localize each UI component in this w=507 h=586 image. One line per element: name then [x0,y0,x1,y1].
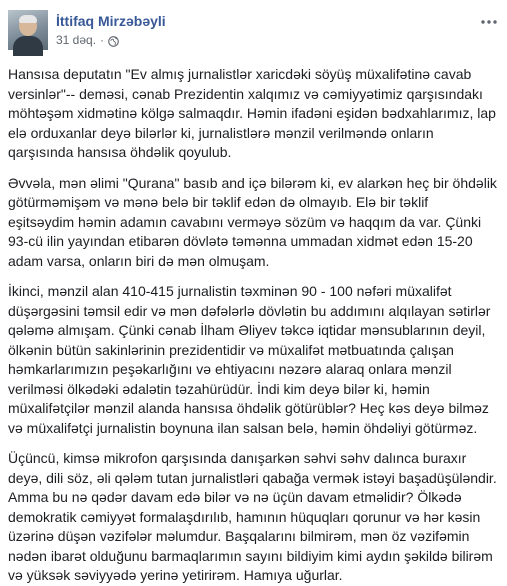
post-paragraph-1: Hansısa deputatın "Ev almış jurnalistlər xaricdəki söyüş müxalifətinə cavab versinlər"-- deməsi, cənab Prezidentin xalqımız və cəmiyyətimiz qarşısındakı möhtəşəm xidmətinə kölgə salmaqdır. Həmin ifadəni eşidən bədxahlarımız, lap elə orduxanlar deyə bilərlər ki, jurnalistlərə mənzil verilməndə onların qarşısında hansısa öhdəlik qoyulub. [8,66,496,160]
avatar[interactable] [8,10,48,50]
separator-dot: · [100,33,105,47]
post-meta [56,10,479,48]
globe-icon[interactable] [108,35,119,46]
author-name[interactable]: İttifaq Mirzəbəyli [56,13,166,29]
post-paragraph-3: İkinci, mənzil alan 410-415 jurnalistin təxminən 90 - 100 nəfəri müxalifət düşərgəsini təmsil edir və mən dəfələrlə dövlətin bu addımını alqılayan sətirlər qələmə almışam. Çünki cənab İlham Əliyev təkcə iqtidar mənsublarının deyil, ölkənin bütün sakinlərinin prezidentidir və müxalifət mətbuatında çalışan həmkarlarımızın peşəkarlığını və ehtiyacını nəzərə alaraq onlara mənzil verilməsi ölkədəki ədalətin təzahürüdür. İndi kim deyə bilər ki, həmin müxalifətçilər mənzil alanda hansısa öhdəlik götürüblər? Heç kəs deyə bilməz və müxalifətçi jurnalistin boynuna ilan salsan belə, həmin öhdəliyi götürməz. [8,283,491,436]
post-timestamp[interactable]: 31 dəq. [56,33,97,47]
post-content [0,56,507,586]
more-options-icon[interactable] [479,12,499,32]
post-header [0,10,507,56]
post-paragraph-2: Əvvəla, mən əlimi "Qurana" basıb and içə bilərəm ki, ev alarkən heç bir öhdəlik götürməmişəm və mənə belə bir təklif edən də olmayıb. Elə bir təklif eşitsəydim həmin adamın cavabını verməyə sözüm və haqqım da var. Çünki 93-cü ilin yayından etibarən dövlətə təmənna ummadan xidmət edən 15-20 adam varsa, onların biri də mən olmuşam. [8,174,497,269]
post-paragraph-4: Üçüncü, kimsə mikrofon qarşısında danışarkən səhvi səhv dalınca buraxır deyə, dili söz, əli qələm tutan jurnalistləri qabağa vermək istəyi başadüşüləndir. Amma bu nə qədər davam edə bilər və nə üçün davam etməlidir? Ölkədə demokratik cəmiyyət formalaşdırılıb, hamının hüquqları qorunur və hər kəsin üzərinə düşən vəzifələr məlumdur. Başqalarını bilmirəm, mən öz vəzifəmin nədən ibarət olduğunu barmaqlarımın sayını bildiyim kimi aydın şəkildə bilirəm və yüksək səviyyədə yerinə yetirirəm. Hamıya uğurlar. [8,450,497,583]
post-time-row [56,32,479,48]
